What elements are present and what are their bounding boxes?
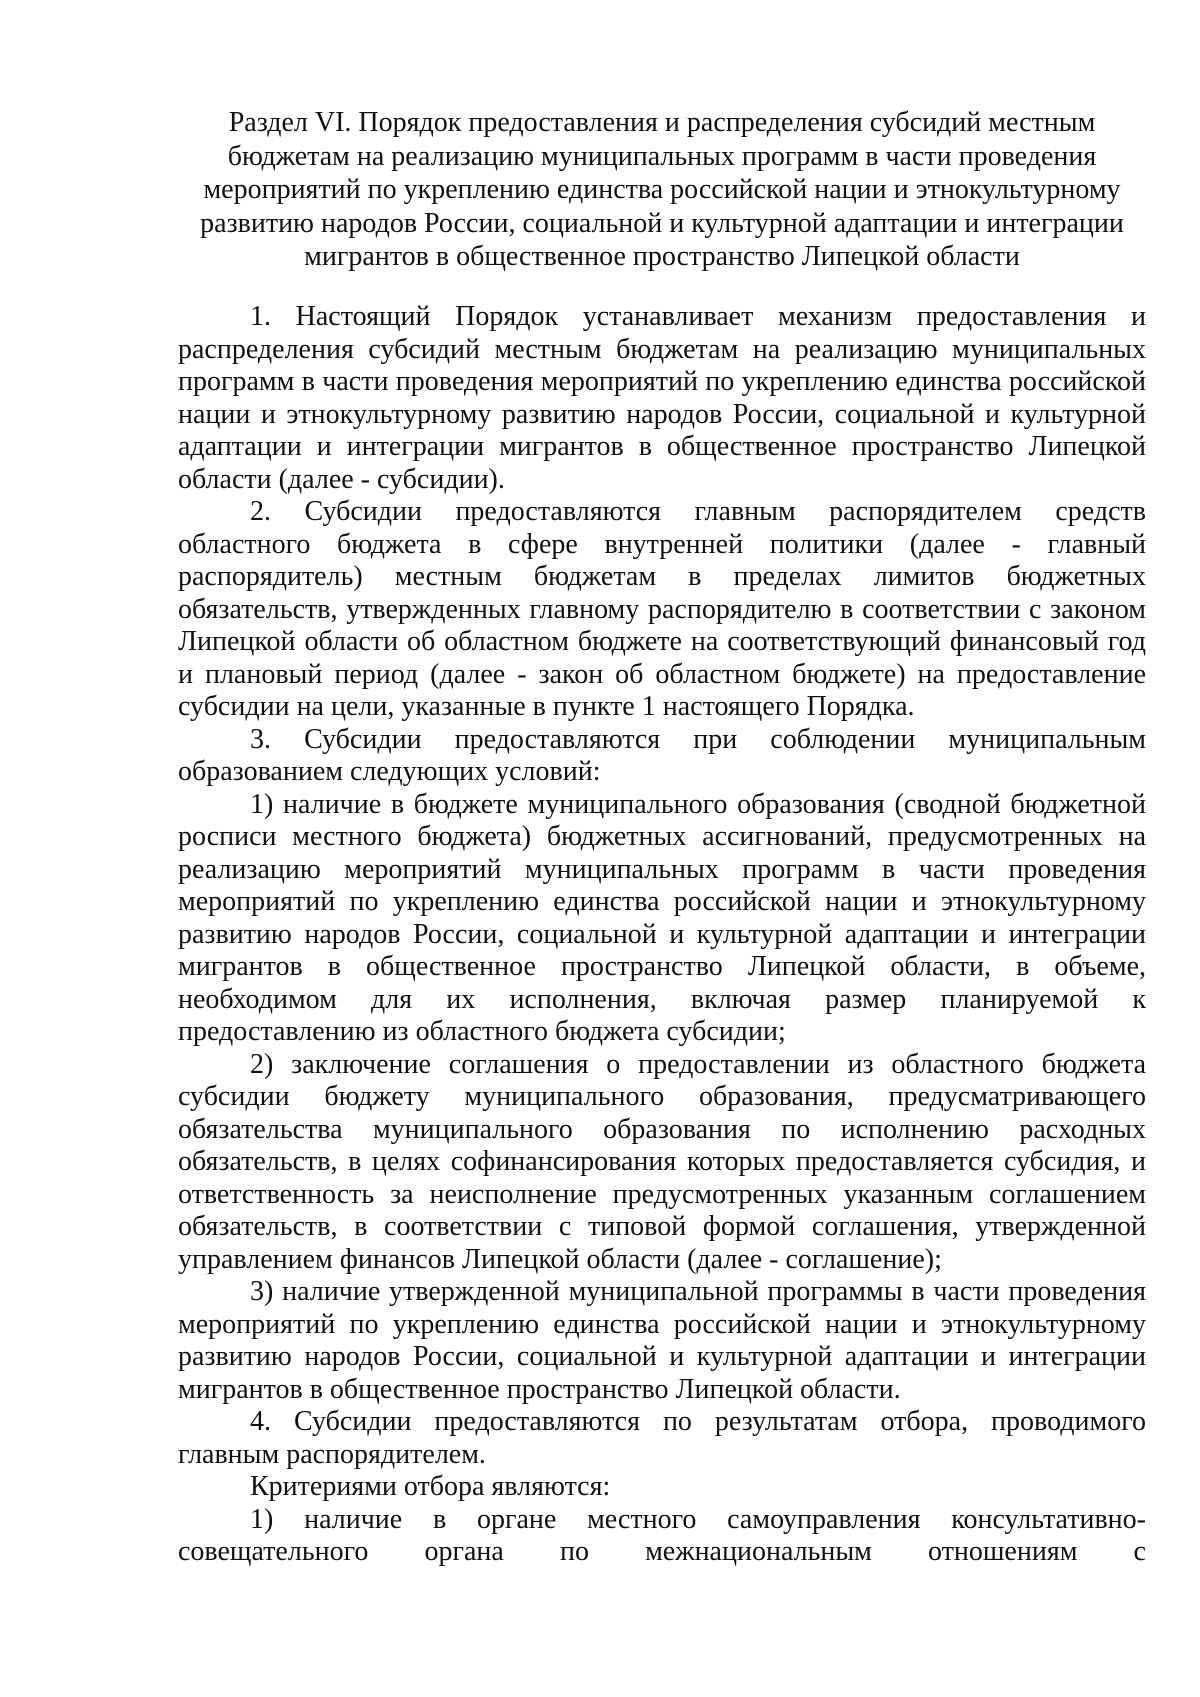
criteria-heading: Критериями отбора являются: bbox=[250, 1471, 611, 1502]
document-body bbox=[178, 301, 1146, 1569]
section-title: Раздел VI. Порядок предоставления и распределения субсидий местным бюджетам на реализацию муниципальных программ в части проведения мероприятий по укреплению единства российской нации и этнокультурному развитию народов России, социальной и культурной адаптации и интеграции мигрантов в общественное пространство Липецкой области bbox=[200, 107, 1124, 272]
paragraph-4: 4. Субсидии предоставляются по результатам отбора, проводимого главным распорядителем. bbox=[178, 1406, 1146, 1470]
paragraph-1: 1. Настоящий Порядок устанавливает механизм предоставления и распределения субсидий местным бюджетам на реализацию муниципальных программ в части проведения мероприятий по укреплению единства российской нации и этнокультурному развитию народов России, социальной и культурной адаптации и интеграции мигрантов в общественное пространство Липецкой области (далее - субсидии). bbox=[178, 301, 1146, 495]
paragraph-3: 3. Субсидии предоставляются при соблюдении муниципальным образованием следующих условий: bbox=[178, 723, 1146, 787]
paragraph-2: 2. Субсидии предоставляются главным распорядителем средств областного бюджета в сфере внутренней политики (далее - главный распорядитель) местным бюджетам в пределах лимитов бюджетных обязательств, утвержденных главному распорядителю в соответствии с законом Липецкой области об областном бюджете на соответствующий финансовый год и плановый период (далее - закон об областном бюджете) на предоставление субсидии на цели, указанные в пункте 1 настоящего Порядка. bbox=[178, 496, 1146, 722]
condition-1: 1) наличие в бюджете муниципального образования (сводной бюджетной росписи местного бюджета) бюджетных ассигнований, предусмотренных на реализацию мероприятий муниципальных программ в части проведения мероприятий по укреплению единства российской нации и этнокультурному развитию народов России, социальной и культурной адаптации и интеграции мигрантов в общественное пространство Липецкой области, в объеме, необходимом для их исполнения, включая размер планируемой к предоставлению из областного бюджета субсидии; bbox=[178, 788, 1146, 1047]
condition-3: 3) наличие утвержденной муниципальной программы в части проведения мероприятий по укреплению единства российской нации и этнокультурному развитию народов России, социальной и культурной адаптации и интеграции мигрантов в общественное пространство Липецкой области. bbox=[178, 1276, 1146, 1405]
criterion-1: 1) наличие в органе местного самоуправления консультативно-совещательного органа по межнациональным отношениям с bbox=[178, 1503, 1146, 1567]
condition-2: 2) заключение соглашения о предоставлении из областного бюджета субсидии бюджету муниципального образования, предусматривающего обязательства муниципального образования по исполнению расходных обязательств, в целях софинансирования которых предоставляется субсидия, и ответственность за неисполнение предусмотренных указанным соглашением обязательств, в соответствии с типовой формой соглашения, утвержденной управлением финансов Липецкой области (далее - соглашение); bbox=[178, 1048, 1146, 1275]
